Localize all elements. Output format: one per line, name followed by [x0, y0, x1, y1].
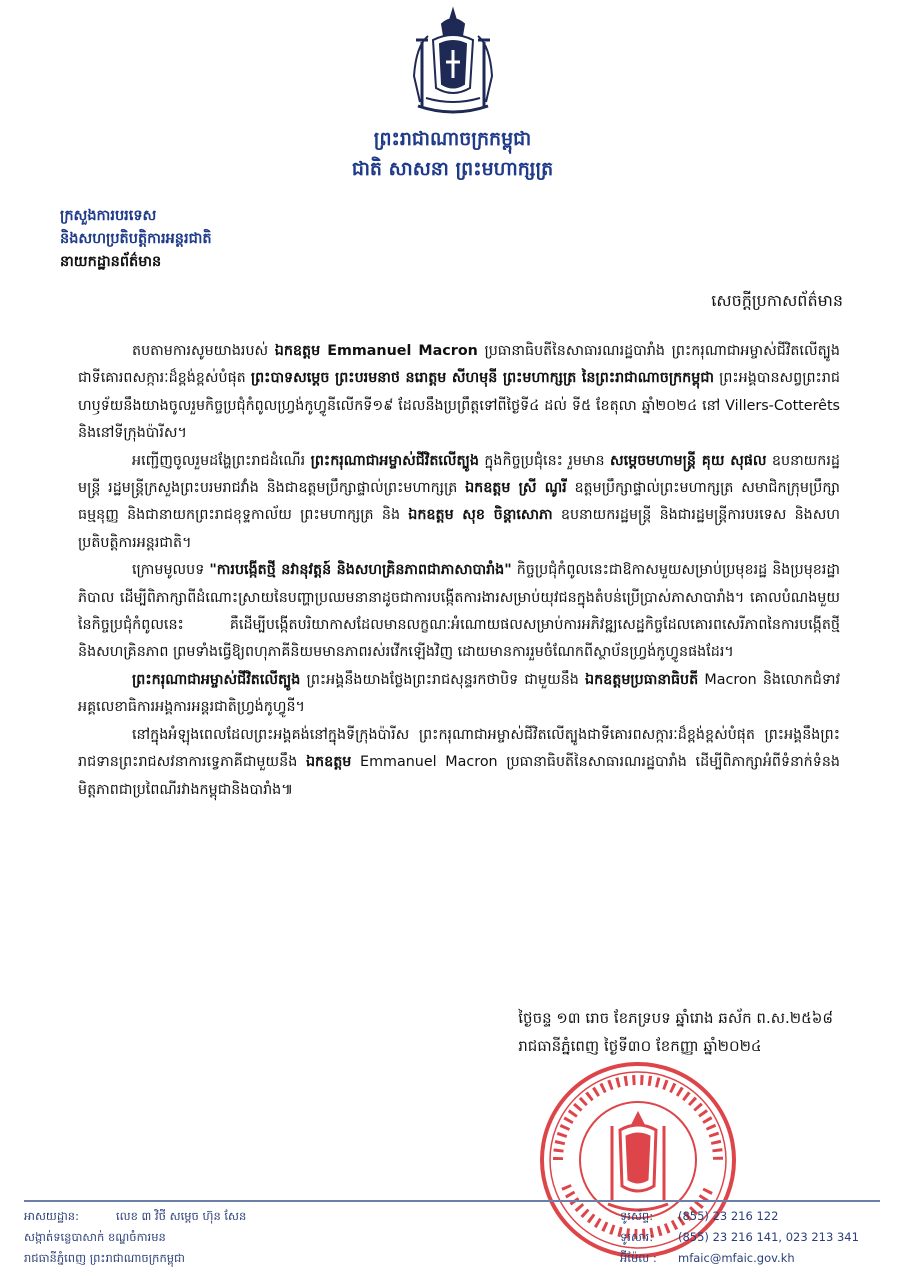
bold-text-run: ឯកឧត្តម [305, 754, 352, 771]
paragraph-4 [78, 667, 840, 722]
text-run: អញ្ជើញចូលរួមដង្ហែព្រះរាជដំណើរ [132, 452, 311, 469]
address-line-3: រាជធានីភ្នំពេញ ព្រះរាជាណាចក្រកម្ពុជា [24, 1251, 185, 1265]
paragraph-3 [78, 557, 840, 667]
lunar-date: ថ្ងៃចន្ទ ១៣ រោច ខែភទ្របទ ឆ្នាំរោង ឆស័ក ព.ស.២៥៦៨ [518, 1009, 833, 1027]
paragraph-5 [78, 722, 840, 804]
email-link[interactable]: mfaic@mfaic.gov.kh [678, 1251, 795, 1265]
email-label: អ៊ីម៉ែល : [620, 1251, 657, 1265]
text-run: ឧបនាយករដ្ឋមន្ត្រី និងជារដ្ឋមន្ត្រីការបរទេស និងសហប្រតិបត្តិការអន្តរជាតិ។ [78, 507, 840, 551]
royal-coat-of-arms-icon [398, 6, 508, 114]
department-name: នាយកដ្ឋានព័ត៌មាន [60, 254, 162, 270]
text-run: Macron និងលោកជំទាវអគ្គលេខាធិការអង្គការអន្តរជាតិហ្វ្រង់កូហ្វូនី។ [78, 671, 840, 716]
ministry-name-line1: ក្រសួងការបរទេស [60, 208, 157, 224]
bold-text-run: ព្រះបាទសម្តេច ព្រះបរមនាថ នរោត្តម សីហមុនី ព្រះមហាក្សត្រ នៃព្រះរាជាណាចក្រកម្ពុជា [250, 370, 714, 387]
ministry-header [60, 205, 212, 274]
tel-label: ទូរស័ព្ទ: [620, 1209, 654, 1223]
national-motto: ជាតិ សាសនា ព្រះមហាក្សត្រ [351, 158, 554, 180]
bold-text-run: ឯកឧត្តម ស្រី ណូរី [465, 480, 567, 497]
footer-contact [620, 1206, 859, 1269]
footer-address [24, 1206, 246, 1269]
bold-text-run: ឯកឧត្តម Emmanuel Macron [274, 343, 478, 359]
kingdom-name: ព្រះរាជាណាចក្រកម្ពុជា [373, 128, 532, 150]
address-line-2: សង្កាត់ទន្លេបាសាក់ ខណ្ឌចំការមន [24, 1230, 166, 1244]
bold-text-run: ព្រះករុណាជាអម្ចាស់ជីវិតលើត្បូង [310, 452, 479, 469]
bold-text-run: ឯកឧត្តមប្រធានាធិបតី [585, 671, 699, 688]
bold-text-run: សម្តេចមហាមន្ត្រី គុយ សុផល [610, 452, 767, 469]
fax-label: ទូរសារ: [620, 1230, 654, 1244]
paragraph-2 [78, 448, 840, 558]
text-run: កិច្ចប្រជុំកំពូលនេះជាឱកាសមួយសម្រាប់ប្រមុខរដ្ឋ និងប្រមុខរដ្ឋាភិបាល ដើម្បីពិភាក្សាពីដំណោះស្រាយនៃបញ្ហាប្រឈមនានាដូចជាការបង្កើតការងារសម្រាប់យុវជនក្នុងតំបន់ប្រើប្រាស់ភាសាបារាំង។ គោលបំណងមួយនៃកិច្ចប្រជុំកំពូលនេះ គឺដើម្បីបង្កើតបរិយាកាសដែលមានលក្ខណៈអំណោយផលសម្រាប់ការអភិវឌ្ឍសេដ្ឋកិច្ចដែលគោរពសេរីភាពនៃការបង្កើតថ្មី និងសហគ្រិនភាព ព្រមទាំងធ្វើឱ្យពហុភាគីនិយមមានភាពរស់រវើកឡើងវិញ ដោយមានការរួមចំណែកពីស្ថាប័នហ្វ្រង់កូហ្វូនផងដែរ។ [78, 562, 840, 661]
press-release-body [78, 338, 840, 804]
bold-text-run: ព្រះករុណាជាអម្ចាស់ជីវិតលើត្បូង [132, 671, 301, 688]
paragraph-1 [78, 338, 840, 448]
text-run: ឧបនាយករដ្ឋមន្ត្រី រដ្ឋមន្ត្រីក្រសួងព្រះបរមរាជវាំង និងជាឧត្តមប្រឹក្សាផ្ទាល់ព្រះមហាក្សត្រ [78, 452, 840, 497]
text-run: ឧត្តមប្រឹក្សាផ្ទាល់ព្រះមហាក្សត្រ សមាជិកក្រុមប្រឹក្សាធម្មនុញ្ញ និងជានាយកព្រះរាជខុទ្ទកាល័យ ព្រះមហាក្សត្រ និង [78, 480, 840, 524]
text-run: ព្រះអង្គនឹងយាងថ្លែងព្រះរាជសុន្ទរកថាបិទ ជាមួយនឹង [300, 671, 586, 688]
tel-value: (855) 23 216 122 [678, 1209, 779, 1223]
text-run: តបតាមការសូមយាងរបស់ [132, 343, 275, 359]
bold-text-run: "ការបង្កើតថ្មី នវានុវត្តន៍ និងសហគ្រិនភាពជាភាសាបារាំង" [209, 562, 512, 579]
fax-value: (855) 23 216 141, 023 213 341 [678, 1230, 859, 1244]
text-run: ក្រោមមូលបទ [132, 562, 210, 579]
solar-date: រាជធានីភ្នំពេញ ថ្ងៃទី៣០ ខែកញ្ញា ឆ្នាំ២០២៤ [518, 1037, 762, 1055]
footer-divider [24, 1200, 880, 1202]
text-run: ក្នុងកិច្ចប្រជុំនេះ រួមមាន [478, 452, 610, 469]
address-line-1: លេខ ៣ វិថី សម្តេច ហ៊ុន សែន [116, 1209, 247, 1223]
document-title: សេចក្តីប្រកាសព័ត៌មាន [711, 291, 843, 310]
text-run: ព្រះអង្គបានសព្វព្រះរាជហឫទ័យនឹងយាងចូលរួមកិច្ចប្រជុំកំពូលហ្វ្រង់កូហ្វូនីលើកទី១៩ ដែលនឹងប្រព្រឹត្តទៅពីថ្ងៃទី៤ ដល់ ទី៥ ខែតុលា ឆ្នាំ២០២៤ នៅ Villers-Cotterêts និងនៅទីក្រុងប៉ារីស។ [78, 370, 840, 442]
address-label: អាសយដ្ឋាន: [24, 1209, 79, 1223]
text-run: នៅក្នុងអំឡុងពេលដែលព្រះអង្គគង់នៅក្នុងទីក្រុងប៉ារីស ព្រះករុណាជាអម្ចាស់ជីវិតលើត្បូងជាទីគោរពសក្ការៈដ៏ខ្ពង់ខ្ពស់បំផុត ព្រះអង្គនឹងព្រះរាជទានព្រះរាជសវនាការទ្វេភាគីជាមួយនឹង [78, 726, 840, 771]
ministry-name-line2: និងសហប្រតិបត្តិការអន្តរជាតិ [60, 231, 212, 247]
text-run: ប្រធានាធិបតីនៃសាធារណរដ្ឋបារាំង ព្រះករុណាជាអម្ចាស់ជីវិតលើត្បូងជាទីគោរពសក្ការៈដ៏ខ្ពង់ខ្ពស់បំផុត [78, 343, 840, 387]
kingdom-header [300, 124, 605, 184]
bold-text-run: ឯកឧត្តម សុខ ចិន្តាសោភា [408, 507, 553, 524]
date-block [518, 1004, 833, 1060]
text-run: Emmanuel Macron ប្រធានាធិបតីនៃសាធារណរដ្ឋបារាំង ដើម្បីពិភាក្សាអំពីទំនាក់ទំនងមិត្តភាពជាប្រពៃណីរវាងកម្ពុជានិងបារាំង៕ [78, 754, 840, 798]
